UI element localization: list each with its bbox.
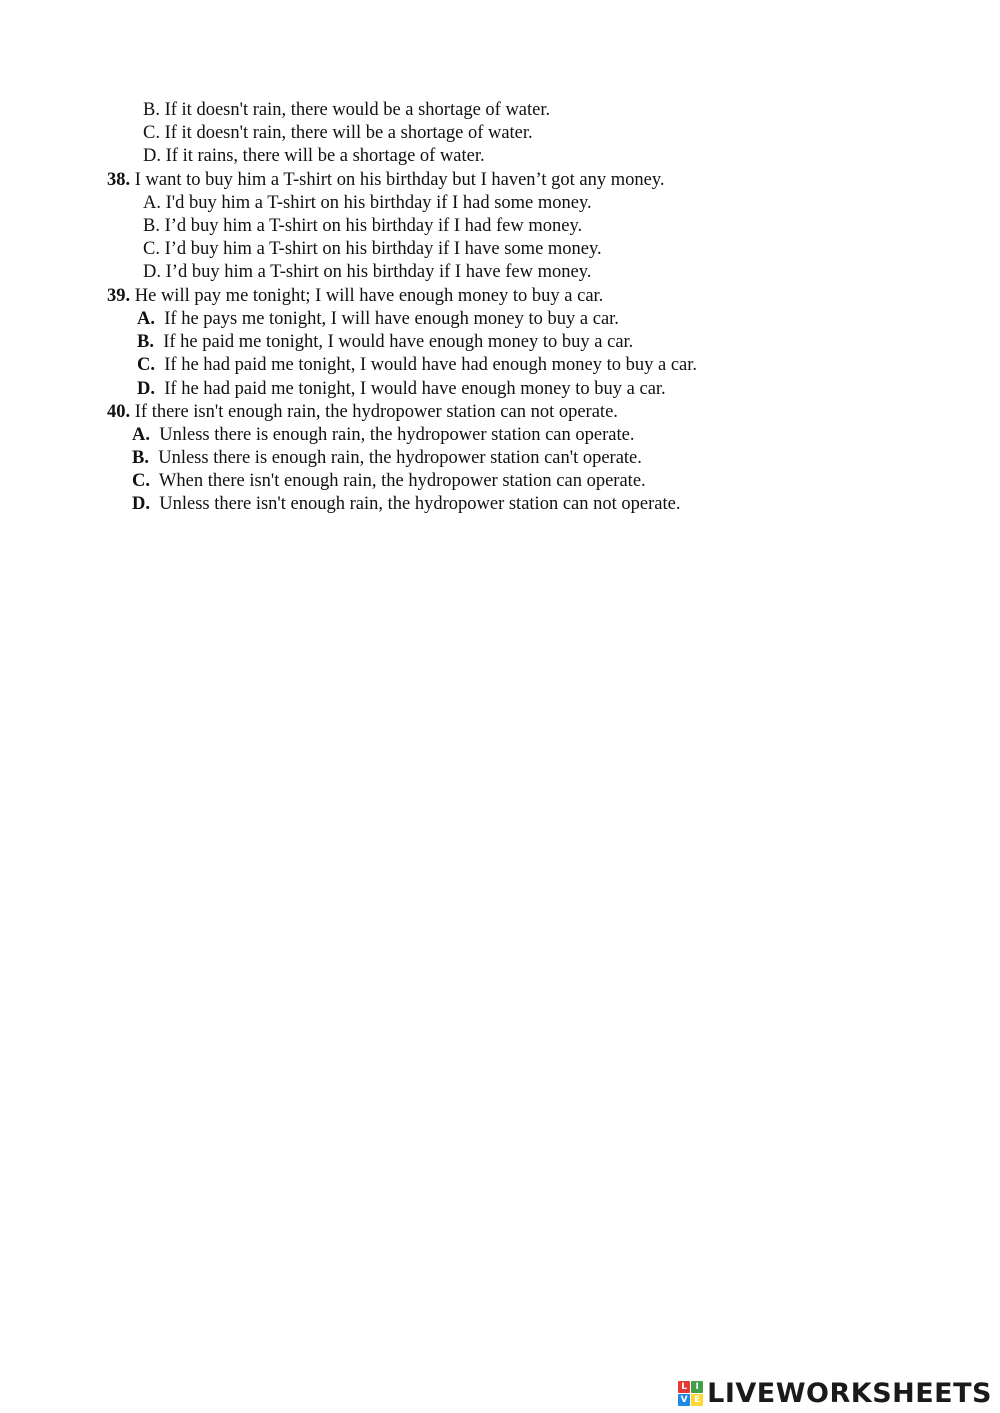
option-text: If he paid me tonight, I would have enough money to buy a car. — [163, 332, 634, 352]
option-label: C. — [143, 123, 160, 143]
q39-option-d — [137, 378, 666, 401]
option-label: D. — [143, 262, 161, 282]
option-label: A. — [143, 193, 161, 213]
logo-blocks-icon — [678, 1381, 703, 1406]
option-text: Unless there isn't enough rain, the hydropower station can not operate. — [159, 494, 681, 514]
option-text: If it doesn't rain, there will be a shortage of water. — [164, 123, 533, 143]
logo-block-e: E — [691, 1394, 703, 1406]
option-label: D. — [132, 494, 150, 514]
question-number: 39. — [107, 286, 131, 306]
option-text: If he had paid me tonight, I would have had enough money to buy a car. — [164, 355, 698, 375]
q39-prompt — [107, 285, 603, 308]
q37-option-c — [143, 122, 533, 145]
logo-block-v: V — [678, 1394, 690, 1406]
question-text: He will pay me tonight; I will have enough money to buy a car. — [134, 286, 604, 306]
option-label: C. — [132, 471, 150, 491]
option-label: A. — [137, 309, 155, 329]
option-label: C. — [137, 355, 155, 375]
q38-prompt — [107, 169, 665, 192]
question-text: If there isn't enough rain, the hydropower station can not operate. — [134, 402, 618, 422]
q38-option-d — [143, 261, 591, 284]
option-label: D. — [137, 379, 155, 399]
option-text: I’d buy him a T-shirt on his birthday if I have some money. — [164, 239, 602, 259]
option-text: If he pays me tonight, I will have enough money to buy a car. — [164, 309, 619, 329]
question-text: I want to buy him a T-shirt on his birthday but I haven’t got any money. — [134, 170, 665, 190]
q40-option-d — [132, 493, 680, 516]
option-text: I'd buy him a T-shirt on his birthday if I had some money. — [165, 193, 592, 213]
option-label: B. — [143, 100, 160, 120]
option-text: If it doesn't rain, there would be a shortage of water. — [164, 100, 551, 120]
logo-block-l: L — [678, 1381, 690, 1393]
option-text: I’d buy him a T-shirt on his birthday if I had few money. — [164, 216, 583, 236]
option-label: A. — [132, 425, 150, 445]
question-number: 40. — [107, 402, 131, 422]
option-label: C. — [143, 239, 160, 259]
q38-option-b — [143, 215, 582, 238]
question-number: 38. — [107, 170, 131, 190]
q40-option-a — [132, 424, 634, 447]
liveworksheets-logo[interactable] — [678, 1376, 992, 1410]
option-label: D. — [143, 146, 161, 166]
q40-prompt — [107, 401, 618, 424]
logo-block-i: I — [691, 1381, 703, 1393]
option-label: B. — [143, 216, 160, 236]
option-text: If he had paid me tonight, I would have enough money to buy a car. — [164, 379, 666, 399]
option-text: When there isn't enough rain, the hydropower station can operate. — [158, 471, 646, 491]
option-text: Unless there is enough rain, the hydropower station can't operate. — [158, 448, 642, 468]
option-text: Unless there is enough rain, the hydropower station can operate. — [159, 425, 635, 445]
option-label: B. — [137, 332, 154, 352]
q39-option-c — [137, 354, 697, 377]
q37-option-b — [143, 99, 550, 122]
q40-option-c — [132, 470, 646, 493]
q38-option-a — [143, 192, 592, 215]
option-label: B. — [132, 448, 149, 468]
q38-option-c — [143, 238, 602, 261]
q39-option-b — [137, 331, 633, 354]
option-text: I’d buy him a T-shirt on his birthday if I have few money. — [165, 262, 592, 282]
logo-wordmark: LIVEWORKSHEETS — [707, 1377, 992, 1409]
q39-option-a — [137, 308, 619, 331]
q40-option-b — [132, 447, 642, 470]
q37-option-d — [143, 145, 485, 168]
option-text: If it rains, there will be a shortage of water. — [165, 146, 485, 166]
